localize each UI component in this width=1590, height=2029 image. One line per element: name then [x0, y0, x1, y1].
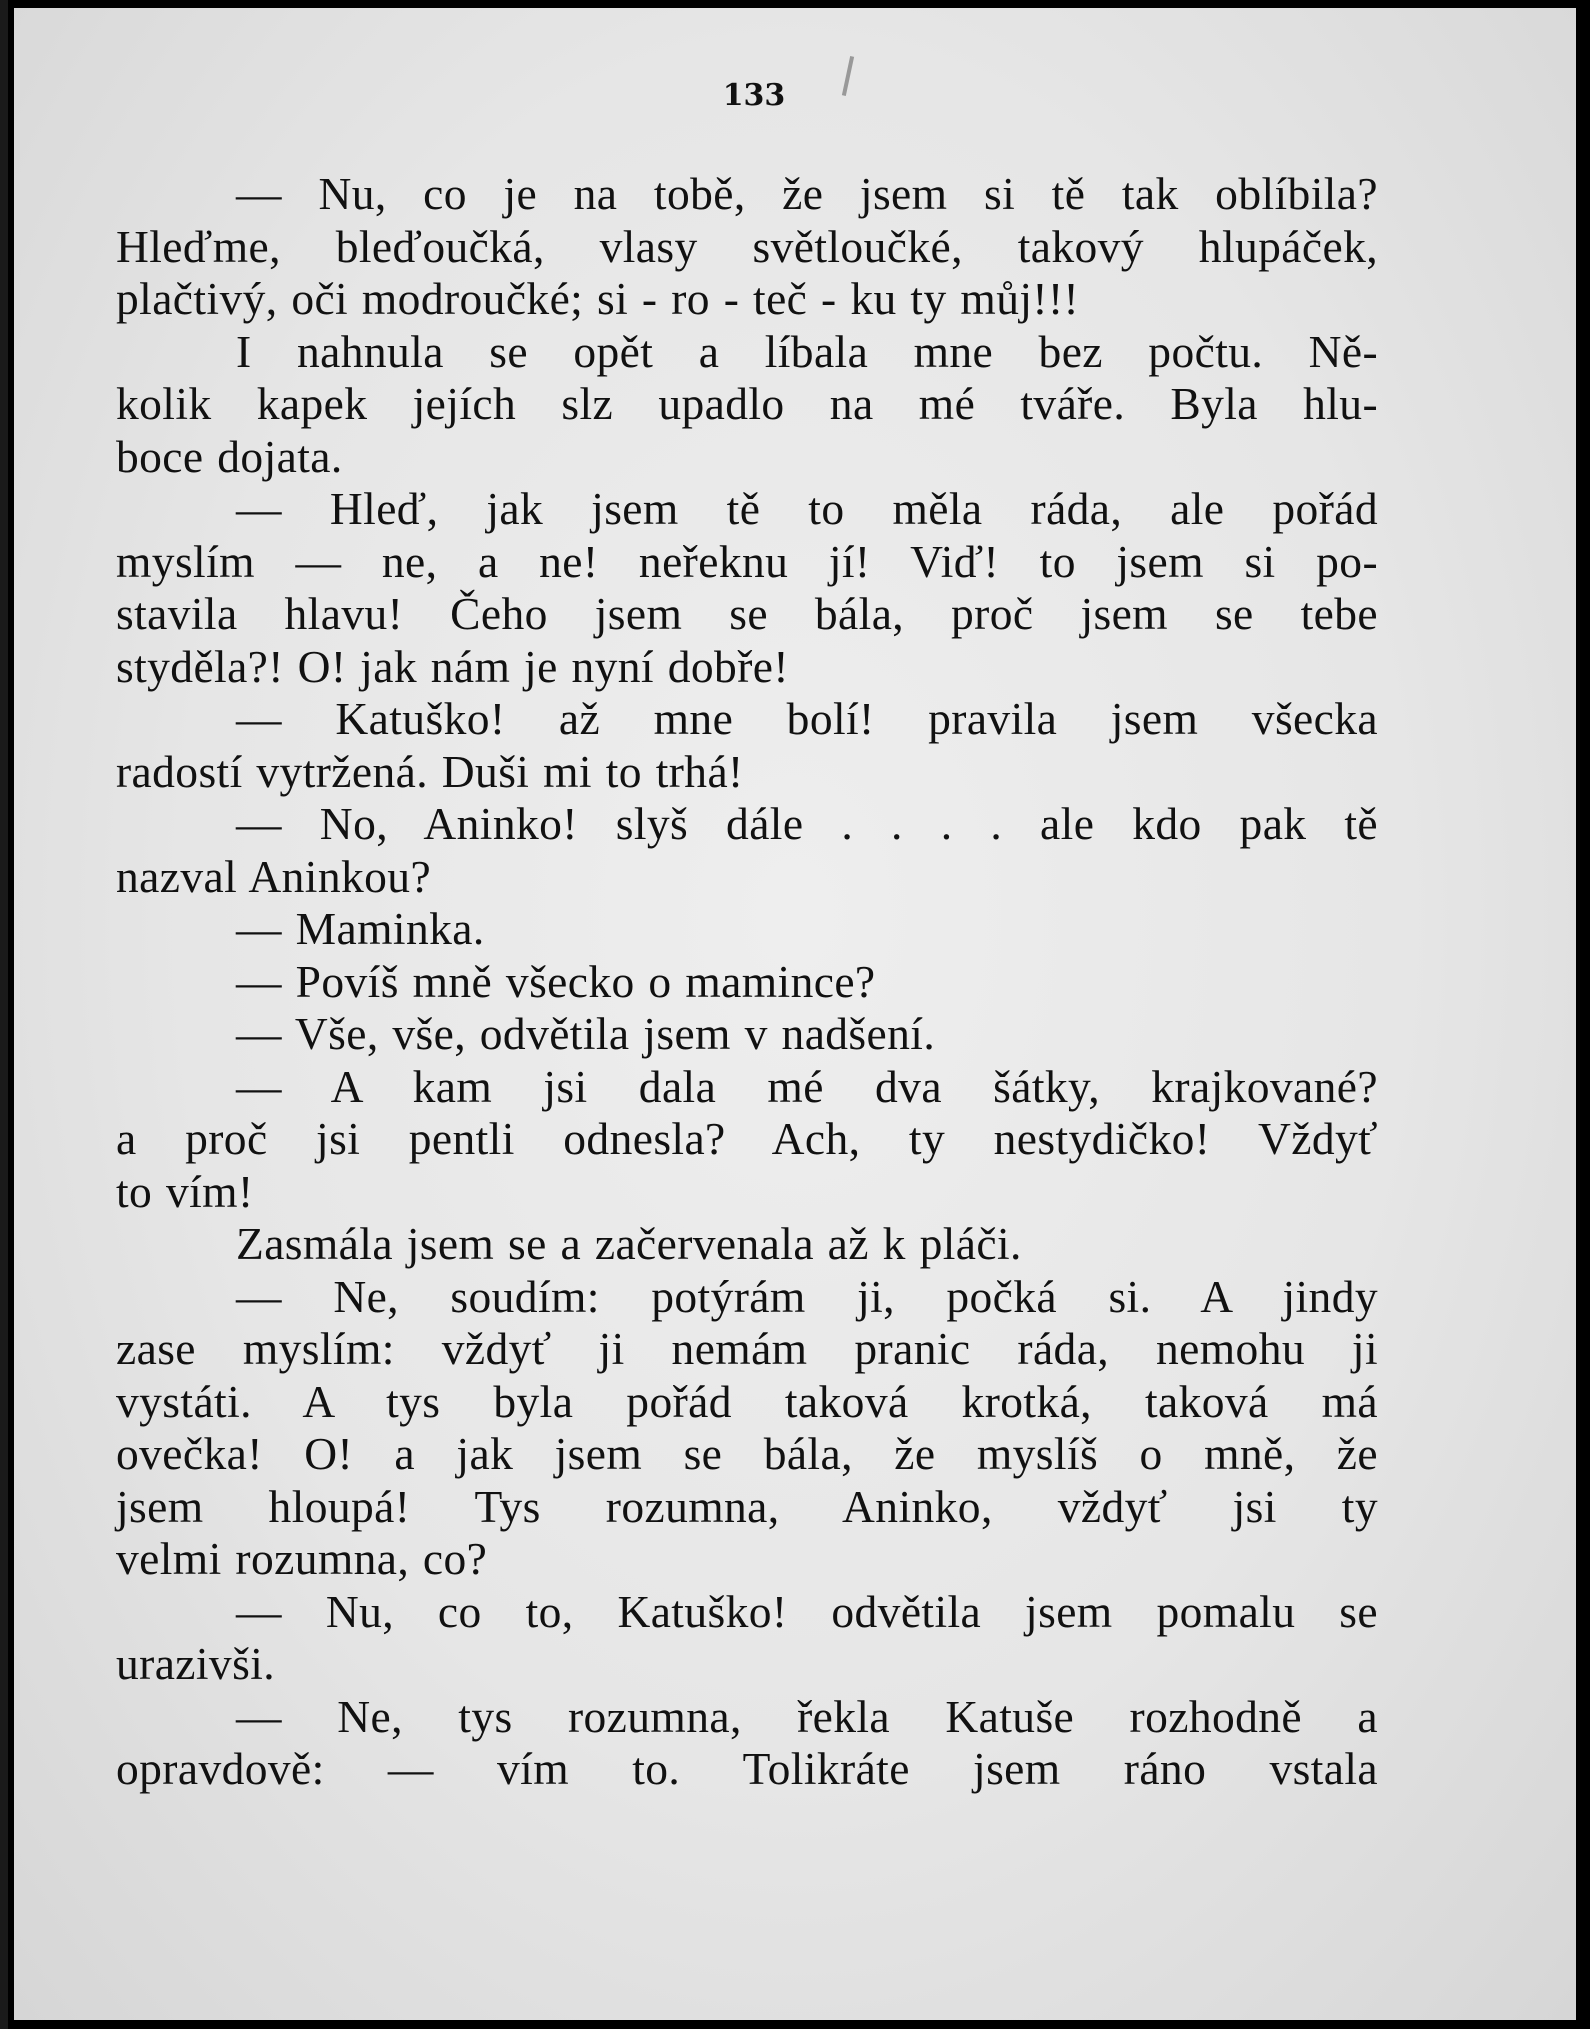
text-line: — Vše, vše, odvětila jsem v nadšení.: [236, 1008, 936, 1059]
text-line: opravdově: — vím to. Tolikráte jsem ráno vstala: [116, 1743, 1378, 1794]
text-line: Hleďme, bleďoučká, vlasy světloučké, takový hlupáček,: [116, 220, 1378, 272]
text-line: zase myslím: vždyť ji nemám pranic ráda, nemohu ji: [116, 1323, 1378, 1374]
text-line: urazivši.: [116, 1638, 276, 1689]
text-line: — Nu, co to, Katuško! odvětila jsem pomalu se: [236, 1585, 1378, 1637]
text-line: jsem hloupá! Tys rozumna, Aninko, vždyť jsi ty: [116, 1480, 1378, 1532]
text-line: — Ne, soudím: potýrám ji, počká si. A jindy: [236, 1270, 1378, 1322]
text-line: boce dojata.: [116, 430, 343, 482]
text-line: — Ne, tys rozumna, řekla Katuše rozhodně a: [236, 1690, 1378, 1742]
text-line: stavila hlavu! Čeho jsem se bála, proč jsem se tebe: [116, 588, 1378, 639]
text-line: plačtivý, oči modroučké; si - ro - teč - ku ty můj!!!: [116, 273, 1080, 324]
text-line: myslím — ne, a ne! neřeknu jí! Viď! to jsem si po-: [116, 535, 1378, 587]
text-line: — Hleď, jak jsem tě to měla ráda, ale pořád: [236, 483, 1378, 534]
pencil-mark: [842, 56, 854, 96]
text-line: radostí vytržená. Duši mi to trhá!: [116, 745, 744, 797]
text-line: styděla?! O! jak nám je nyní dobře!: [116, 640, 789, 692]
scan-border: [0, 0, 8, 2029]
text-line: velmi rozumna, co?: [116, 1533, 488, 1584]
book-page: [14, 8, 1576, 2020]
text-line: kolik kapek jejích slz upadlo na mé tváře. Byla hlu-: [116, 378, 1378, 429]
text-line: Zasmála jsem se a začervenala až k pláči.: [236, 1218, 1022, 1269]
text-line: a proč jsi pentli odnesla? Ach, ty nestydičko! Vždyť: [116, 1113, 1378, 1164]
text-line: — Katuško! až mne bolí! pravila jsem všecka: [236, 693, 1378, 744]
text-line: ovečka! O! a jak jsem se bála, že myslíš o mně, že: [116, 1428, 1378, 1479]
text-line: nazval Aninkou?: [116, 850, 432, 902]
text-line: — Povíš mně všecko o mamince?: [236, 955, 876, 1007]
text-line: I nahnula se opět a líbala mne bez počtu. Ně-: [236, 325, 1378, 377]
body-text: [116, 168, 1378, 1796]
page-number: 133: [722, 78, 786, 113]
text-line: vystáti. A tys byla pořád taková krotká, taková má: [116, 1375, 1378, 1427]
text-line: to vím!: [116, 1165, 254, 1217]
text-line: — A kam jsi dala mé dva šátky, krajkované?: [236, 1060, 1378, 1112]
text-line: — No, Aninko! slyš dále . . . . ale kdo pak tě: [236, 798, 1378, 849]
text-line: — Nu, co je na tobě, že jsem si tě tak oblíbila?: [236, 168, 1378, 219]
text-line: — Maminka.: [236, 903, 485, 954]
